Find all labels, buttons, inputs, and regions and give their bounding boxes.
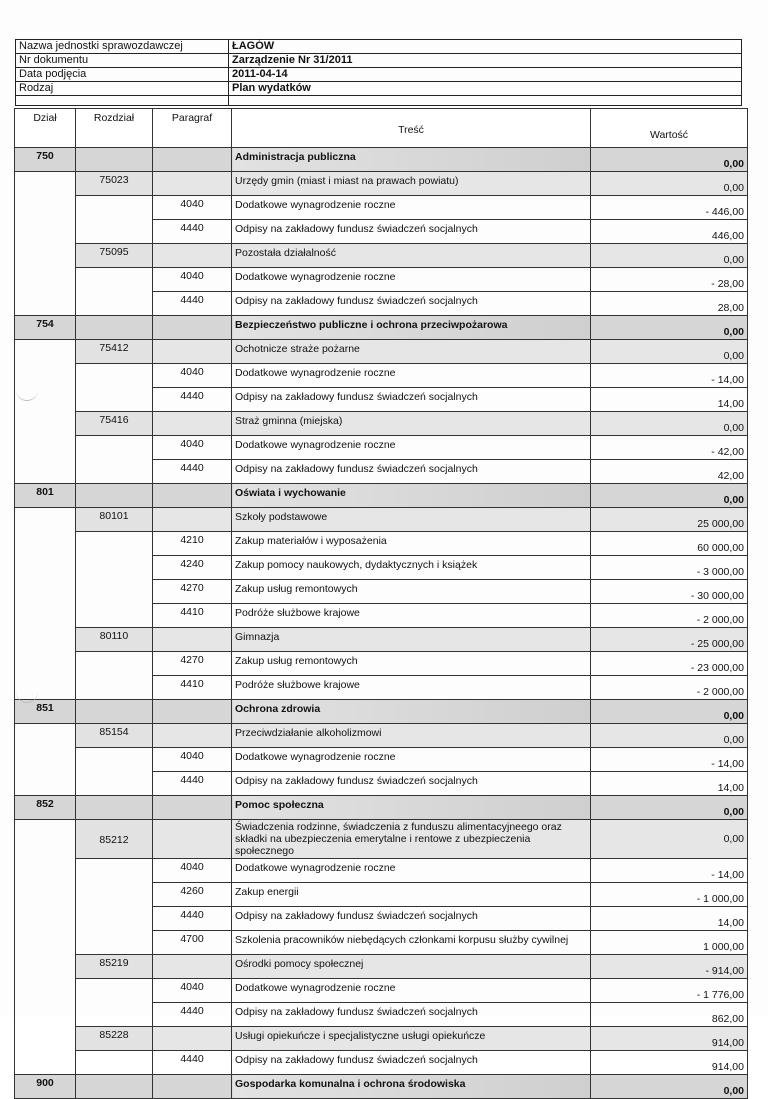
tresc-text: Odpisy na zakładowy fundusz świadczeń socjalnych [232, 460, 591, 484]
paragraf-code: 4040 [153, 748, 232, 772]
paragraf-code [153, 148, 232, 172]
wartosc-value: 0,00 [591, 724, 748, 748]
wartosc-value: 28,00 [591, 292, 748, 316]
dzial-row [15, 1075, 748, 1099]
paragraf-code: 4440 [153, 772, 232, 796]
wartosc-value: - 1 776,00 [591, 979, 748, 1003]
paragraf-row [15, 883, 748, 907]
wartosc-value: 0,00 [591, 700, 748, 724]
paragraf-row [15, 532, 748, 556]
rozdzial-code: 75023 [76, 172, 153, 196]
dzial-code [15, 955, 76, 979]
tresc-text: Bezpieczeństwo publiczne i ochrona przeciwpożarowa [232, 316, 591, 340]
rozdzial-row [15, 172, 748, 196]
dzial-row [15, 700, 748, 724]
wartosc-value: 0,00 [591, 1075, 748, 1099]
wartosc-value: 0,00 [591, 244, 748, 268]
rozdzial-code [76, 460, 153, 484]
table-header-row [15, 109, 748, 148]
tresc-text: Dodatkowe wynagrodzenie roczne [232, 436, 591, 460]
wartosc-value: 60 000,00 [591, 532, 748, 556]
rozdzial-code [76, 364, 153, 388]
tresc-text: Gimnazja [232, 628, 591, 652]
paragraf-row [15, 556, 748, 580]
wartosc-value: - 14,00 [591, 364, 748, 388]
tresc-text: Dodatkowe wynagrodzenie roczne [232, 196, 591, 220]
tresc-text: Straż gminna (miejska) [232, 412, 591, 436]
paragraf-code: 4040 [153, 859, 232, 883]
tresc-text: Dodatkowe wynagrodzenie roczne [232, 364, 591, 388]
dzial-code: 801 [15, 484, 76, 508]
tresc-text: Zakup materiałów i wyposażenia [232, 532, 591, 556]
tresc-text: Odpisy na zakładowy fundusz świadczeń socjalnych [232, 220, 591, 244]
paragraf-row [15, 268, 748, 292]
dzial-code [15, 412, 76, 436]
paragraf-code [153, 1075, 232, 1099]
spacer-cell [16, 96, 229, 106]
tresc-text: Oświata i wychowanie [232, 484, 591, 508]
paragraf-code [153, 244, 232, 268]
wartosc-value: 0,00 [591, 316, 748, 340]
paragraf-row [15, 388, 748, 412]
wartosc-value: - 1 000,00 [591, 883, 748, 907]
wartosc-value: - 3 000,00 [591, 556, 748, 580]
wartosc-value: 0,00 [591, 820, 748, 859]
paragraf-code: 4440 [153, 220, 232, 244]
rozdzial-code: 85154 [76, 724, 153, 748]
paragraf-code: 4240 [153, 556, 232, 580]
wartosc-value: 1 000,00 [591, 931, 748, 955]
dzial-code [15, 436, 76, 460]
tresc-text: Ośrodki pomocy społecznej [232, 955, 591, 979]
wartosc-value: - 14,00 [591, 748, 748, 772]
paragraf-code [153, 316, 232, 340]
rozdzial-row [15, 1027, 748, 1051]
rozdzial-code [76, 316, 153, 340]
column-header-paragraf: Paragraf [153, 109, 232, 148]
tresc-text: Odpisy na zakładowy fundusz świadczeń socjalnych [232, 907, 591, 931]
rozdzial-code [76, 979, 153, 1003]
wartosc-value: 0,00 [591, 484, 748, 508]
metadata-label: Data podjęcia [16, 68, 229, 82]
tresc-text: Szkoły podstawowe [232, 508, 591, 532]
tresc-text: Odpisy na zakładowy fundusz świadczeń socjalnych [232, 292, 591, 316]
paragraf-row [15, 979, 748, 1003]
paragraf-code: 4270 [153, 652, 232, 676]
wartosc-value: 0,00 [591, 340, 748, 364]
paragraf-row [15, 931, 748, 955]
dzial-row [15, 148, 748, 172]
paragraf-code: 4440 [153, 292, 232, 316]
wartosc-value: 0,00 [591, 796, 748, 820]
rozdzial-code [76, 1075, 153, 1099]
rozdzial-code [76, 796, 153, 820]
metadata-value: ŁAGÓW [229, 40, 742, 54]
rozdzial-row [15, 820, 748, 859]
wartosc-value: - 914,00 [591, 955, 748, 979]
tresc-text: Zakup usług remontowych [232, 652, 591, 676]
wartosc-value: - 2 000,00 [591, 676, 748, 700]
rozdzial-code [76, 292, 153, 316]
tresc-text: Dodatkowe wynagrodzenie roczne [232, 268, 591, 292]
rozdzial-code [76, 907, 153, 931]
document-metadata-table [15, 39, 742, 106]
rozdzial-code: 75416 [76, 412, 153, 436]
dzial-code: 754 [15, 316, 76, 340]
paragraf-code [153, 820, 232, 859]
wartosc-value: - 446,00 [591, 196, 748, 220]
rozdzial-code [76, 652, 153, 676]
metadata-label: Nr dokumentu [16, 54, 229, 68]
dzial-code [15, 268, 76, 292]
rozdzial-code [76, 196, 153, 220]
column-header-wartosc: Wartość [591, 109, 748, 148]
metadata-value: Plan wydatków [229, 82, 742, 96]
dzial-code [15, 652, 76, 676]
tresc-text: Podróże służbowe krajowe [232, 604, 591, 628]
dzial-row [15, 484, 748, 508]
paragraf-row [15, 580, 748, 604]
dzial-code [15, 859, 76, 883]
metadata-spacer-row [16, 96, 742, 106]
paragraf-row [15, 1003, 748, 1027]
tresc-text: Administracja publiczna [232, 148, 591, 172]
rozdzial-code: 80110 [76, 628, 153, 652]
paragraf-code: 4410 [153, 604, 232, 628]
dzial-code [15, 556, 76, 580]
paragraf-row [15, 364, 748, 388]
rozdzial-row [15, 340, 748, 364]
column-header-rozdzial: Rozdział [76, 109, 153, 148]
dzial-code [15, 907, 76, 931]
paragraf-code: 4040 [153, 268, 232, 292]
rozdzial-row [15, 244, 748, 268]
spacer-cell [229, 96, 742, 106]
rozdzial-row [15, 412, 748, 436]
metadata-value: Zarządzenie Nr 31/2011 [229, 54, 742, 68]
tresc-text: Odpisy na zakładowy fundusz świadczeń socjalnych [232, 772, 591, 796]
rozdzial-code [76, 748, 153, 772]
dzial-code [15, 1051, 76, 1075]
wartosc-value: 0,00 [591, 412, 748, 436]
dzial-code [15, 628, 76, 652]
dzial-code [15, 748, 76, 772]
paragraf-row [15, 292, 748, 316]
dzial-row [15, 796, 748, 820]
dzial-row [15, 316, 748, 340]
dzial-code: 852 [15, 796, 76, 820]
paragraf-code [153, 172, 232, 196]
paragraf-row [15, 652, 748, 676]
dzial-code [15, 460, 76, 484]
paragraf-code: 4410 [153, 676, 232, 700]
dzial-code: 900 [15, 1075, 76, 1099]
wartosc-value: 42,00 [591, 460, 748, 484]
dzial-code [15, 340, 76, 364]
paragraf-code [153, 1027, 232, 1051]
wartosc-value: 0,00 [591, 172, 748, 196]
rozdzial-code [76, 220, 153, 244]
dzial-code [15, 292, 76, 316]
rozdzial-code [76, 700, 153, 724]
dzial-code [15, 724, 76, 748]
tresc-text: Zakup pomocy naukowych, dydaktycznych i książek [232, 556, 591, 580]
paragraf-code [153, 412, 232, 436]
metadata-row [16, 82, 742, 96]
rozdzial-code: 80101 [76, 508, 153, 532]
paragraf-code: 4040 [153, 196, 232, 220]
metadata-row [16, 54, 742, 68]
rozdzial-code: 75412 [76, 340, 153, 364]
tresc-text: Podróże służbowe krajowe [232, 676, 591, 700]
paragraf-row [15, 772, 748, 796]
rozdzial-code [76, 931, 153, 955]
paragraf-code: 4040 [153, 436, 232, 460]
tresc-text: Ochotnicze straże pożarne [232, 340, 591, 364]
paragraf-code: 4700 [153, 931, 232, 955]
paragraf-row [15, 460, 748, 484]
rozdzial-code [76, 556, 153, 580]
paragraf-code: 4440 [153, 388, 232, 412]
tresc-text: Pomoc społeczna [232, 796, 591, 820]
tresc-text: Dodatkowe wynagrodzenie roczne [232, 979, 591, 1003]
wartosc-value: 914,00 [591, 1051, 748, 1075]
tresc-text: Odpisy na zakładowy fundusz świadczeń socjalnych [232, 1051, 591, 1075]
rozdzial-row [15, 628, 748, 652]
metadata-label: Nazwa jednostki sprawozdawczej [16, 40, 229, 54]
paragraf-code: 4440 [153, 1051, 232, 1075]
dzial-code [15, 220, 76, 244]
dzial-code [15, 364, 76, 388]
rozdzial-code: 85228 [76, 1027, 153, 1051]
tresc-text: Zakup usług remontowych [232, 580, 591, 604]
paragraf-code: 4270 [153, 580, 232, 604]
tresc-text: Zakup energii [232, 883, 591, 907]
dzial-code [15, 1003, 76, 1027]
wartosc-value: 0,00 [591, 148, 748, 172]
rozdzial-code [76, 268, 153, 292]
rozdzial-code [76, 484, 153, 508]
paragraf-row [15, 436, 748, 460]
rozdzial-code [76, 436, 153, 460]
dzial-code [15, 931, 76, 955]
wartosc-value: - 28,00 [591, 268, 748, 292]
wartosc-value: - 2 000,00 [591, 604, 748, 628]
wartosc-value: 446,00 [591, 220, 748, 244]
tresc-text: Pozostała działalność [232, 244, 591, 268]
paragraf-code [153, 796, 232, 820]
rozdzial-code [76, 388, 153, 412]
tresc-text: Dodatkowe wynagrodzenie roczne [232, 748, 591, 772]
rozdzial-code: 85219 [76, 955, 153, 979]
paragraf-row [15, 676, 748, 700]
rozdzial-row [15, 955, 748, 979]
paragraf-row [15, 859, 748, 883]
tresc-text: Świadczenia rodzinne, świadczenia z funduszu alimentacyjneego oraz składki na ubezpieczenia emerytalne i rentowe z ubezpieczenia społecznego [232, 820, 591, 859]
tresc-text: Urzędy gmin (miast i miast na prawach powiatu) [232, 172, 591, 196]
wartosc-value: - 25 000,00 [591, 628, 748, 652]
metadata-label: Rodzaj [16, 82, 229, 96]
rozdzial-code [76, 580, 153, 604]
dzial-code [15, 1027, 76, 1051]
tresc-text: Usługi opiekuńcze i specjalistyczne usługi opiekuńcze [232, 1027, 591, 1051]
paragraf-code: 4210 [153, 532, 232, 556]
rozdzial-code [76, 1003, 153, 1027]
tresc-text: Odpisy na zakładowy fundusz świadczeń socjalnych [232, 388, 591, 412]
dzial-code [15, 604, 76, 628]
wartosc-value: - 42,00 [591, 436, 748, 460]
dzial-code [15, 244, 76, 268]
dzial-code [15, 883, 76, 907]
column-header-dzial: Dział [15, 109, 76, 148]
paragraf-code [153, 628, 232, 652]
dzial-code [15, 196, 76, 220]
paragraf-row [15, 220, 748, 244]
metadata-value: 2011-04-14 [229, 68, 742, 82]
rozdzial-code [76, 148, 153, 172]
wartosc-value: - 23 000,00 [591, 652, 748, 676]
dzial-code [15, 820, 76, 859]
rozdzial-row [15, 724, 748, 748]
wartosc-value: 14,00 [591, 772, 748, 796]
rozdzial-code: 75095 [76, 244, 153, 268]
rozdzial-code [76, 772, 153, 796]
rozdzial-code [76, 883, 153, 907]
dzial-code [15, 772, 76, 796]
paragraf-code: 4440 [153, 460, 232, 484]
paragraf-row [15, 604, 748, 628]
paragraf-row [15, 748, 748, 772]
paragraf-code: 4440 [153, 1003, 232, 1027]
wartosc-value: 862,00 [591, 1003, 748, 1027]
rozdzial-code: 85212 [76, 820, 153, 859]
paragraf-code [153, 508, 232, 532]
tresc-text: Odpisy na zakładowy fundusz świadczeń socjalnych [232, 1003, 591, 1027]
paragraf-row [15, 907, 748, 931]
rozdzial-code [76, 532, 153, 556]
paragraf-code: 4040 [153, 364, 232, 388]
wartosc-value: - 14,00 [591, 859, 748, 883]
tresc-text: Gospodarka komunalna i ochrona środowiska [232, 1075, 591, 1099]
paragraf-code: 4260 [153, 883, 232, 907]
paragraf-code [153, 700, 232, 724]
rozdzial-code [76, 676, 153, 700]
wartosc-value: 914,00 [591, 1027, 748, 1051]
tresc-text: Ochrona zdrowia [232, 700, 591, 724]
dzial-code: 851 [15, 700, 76, 724]
tresc-text: Szkolenia pracowników niebędących członkami korpusu służby cywilnej [232, 931, 591, 955]
paragraf-code [153, 484, 232, 508]
metadata-row [16, 68, 742, 82]
wartosc-value: - 30 000,00 [591, 580, 748, 604]
paragraf-code: 4040 [153, 979, 232, 1003]
dzial-code [15, 979, 76, 1003]
rozdzial-row [15, 508, 748, 532]
rozdzial-code [76, 859, 153, 883]
dzial-code [15, 580, 76, 604]
dzial-code [15, 508, 76, 532]
tresc-text: Przeciwdziałanie alkoholizmowi [232, 724, 591, 748]
rozdzial-code [76, 1051, 153, 1075]
wartosc-value: 14,00 [591, 907, 748, 931]
dzial-code: 750 [15, 148, 76, 172]
paragraf-code [153, 724, 232, 748]
paragraf-code: 4440 [153, 907, 232, 931]
expenditure-plan-table [14, 108, 748, 1099]
tresc-text: Dodatkowe wynagrodzenie roczne [232, 859, 591, 883]
dzial-code [15, 172, 76, 196]
paragraf-code [153, 955, 232, 979]
metadata-row [16, 40, 742, 54]
dzial-code [15, 532, 76, 556]
wartosc-value: 14,00 [591, 388, 748, 412]
paragraf-code [153, 340, 232, 364]
rozdzial-code [76, 604, 153, 628]
column-header-tresc: Treść [232, 109, 591, 148]
paragraf-row [15, 196, 748, 220]
paragraf-row [15, 1051, 748, 1075]
wartosc-value: 25 000,00 [591, 508, 748, 532]
